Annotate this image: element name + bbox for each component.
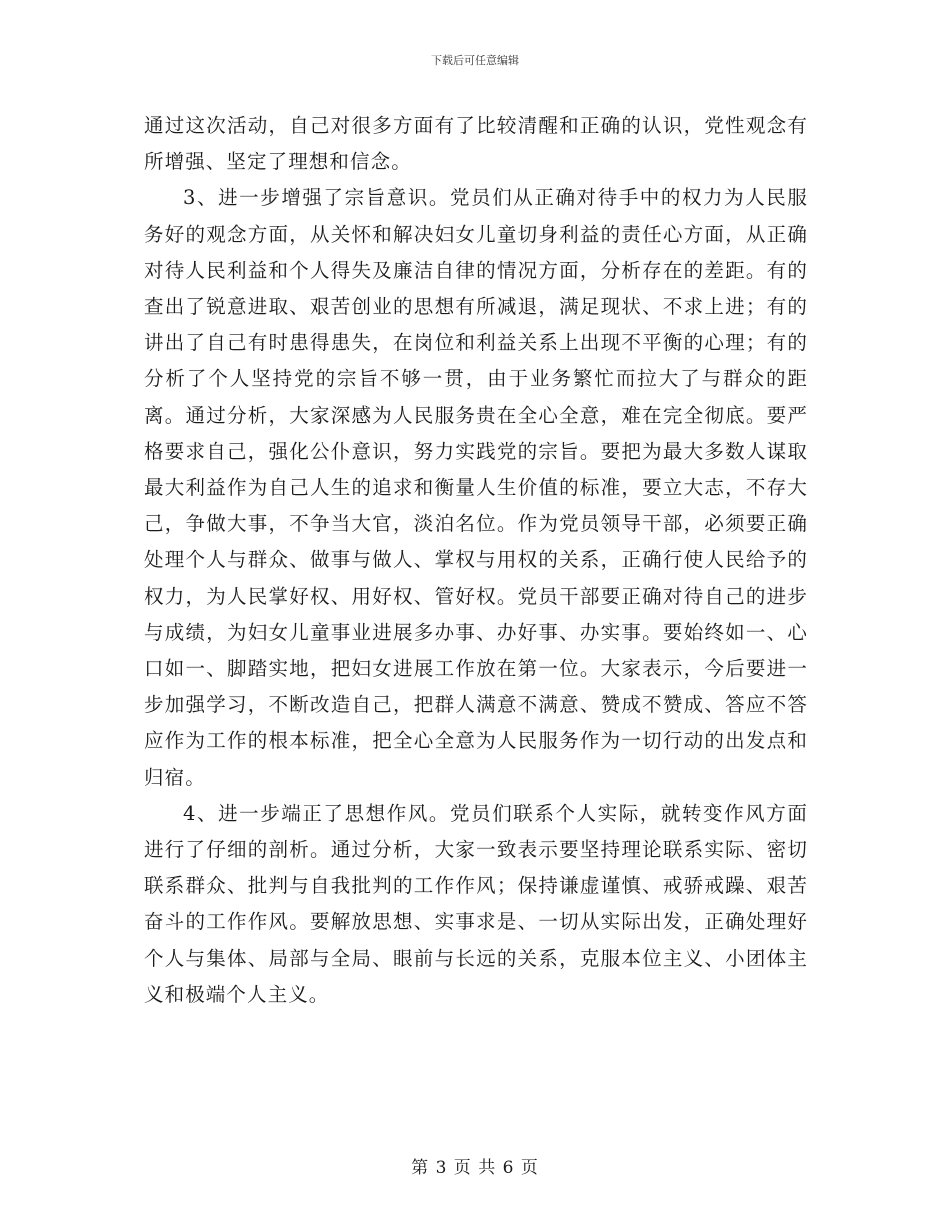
paragraph-continuation: 通过这次活动，自己对很多方面有了比较清醒和正确的认识，党性观念有所增强、坚定了理想和信念。 — [144, 114, 808, 174]
paragraph-item-3: 3、进一步增强了宗旨意识。党员们从正确对待手中的权力为人民服务好的观念方面，从关怀和解决妇女儿童切身利益的责任心方面，从正确对待人民利益和个人得失及廉洁自律的情况方面，分析存在的差距。有的查出了锐意进取、艰苦创业的思想有所减退，满足现状、不求上进；有的讲出了自己有时患得患失，在岗位和利益关系上出现不平衡的心理；有的分析了个人坚持党的宗旨不够一贯，由于业务繁忙而拉大了与群众的距离。通过分析，大家深感为人民服务贵在全心全意，难在完全彻底。要严格要求自己，强化公仆意识，努力实践党的宗旨。要把为最大多数人谋取最大利益作为自己人生的追求和衡量人生价值的标准，要立大志，不存大己，争做大事，不争当大官，淡泊名位。作为党员领导干部，必须要正确处理个人与群众、做事与做人、掌权与用权的关系，正确行使人民给予的权力，为人民掌好权、用好权、管好权。党员干部要正确对待自己的进步与成绩，为妇女儿童事业进展多办事、办好事、办实事。要始终如一、心口如一、脚踏实地，把妇女进展工作放在第一位。大家表示，今后要进一步加强学习，不断改造自己，把群人满意不满意、赞成不赞成、答应不答应作为工作的根本标准，把全心全意为人民服务作为一切行动的出发点和归宿。 — [144, 186, 808, 789]
document-body — [144, 108, 808, 1013]
paragraph-item-4: 4、进一步端正了思想作风。党员们联系个人实际，就转变作风方面进行了仔细的剖析。通过分析，大家一致表示要坚持理论联系实际、密切联系群众、批判与自我批判的工作作风；保持谦虚谨慎、戒骄戒躁、艰苦奋斗的工作作风。要解放思想、实事求是、一切从实际出发，正确处理好个人与集体、局部与全局、眼前与长远的关系，克服本位主义、小团体主义和极端个人主义。 — [144, 801, 808, 1006]
page-footer-page-number: 第 3 页 共 6 页 — [411, 1158, 539, 1178]
page-header: 下载后可任意编辑 — [431, 54, 519, 67]
